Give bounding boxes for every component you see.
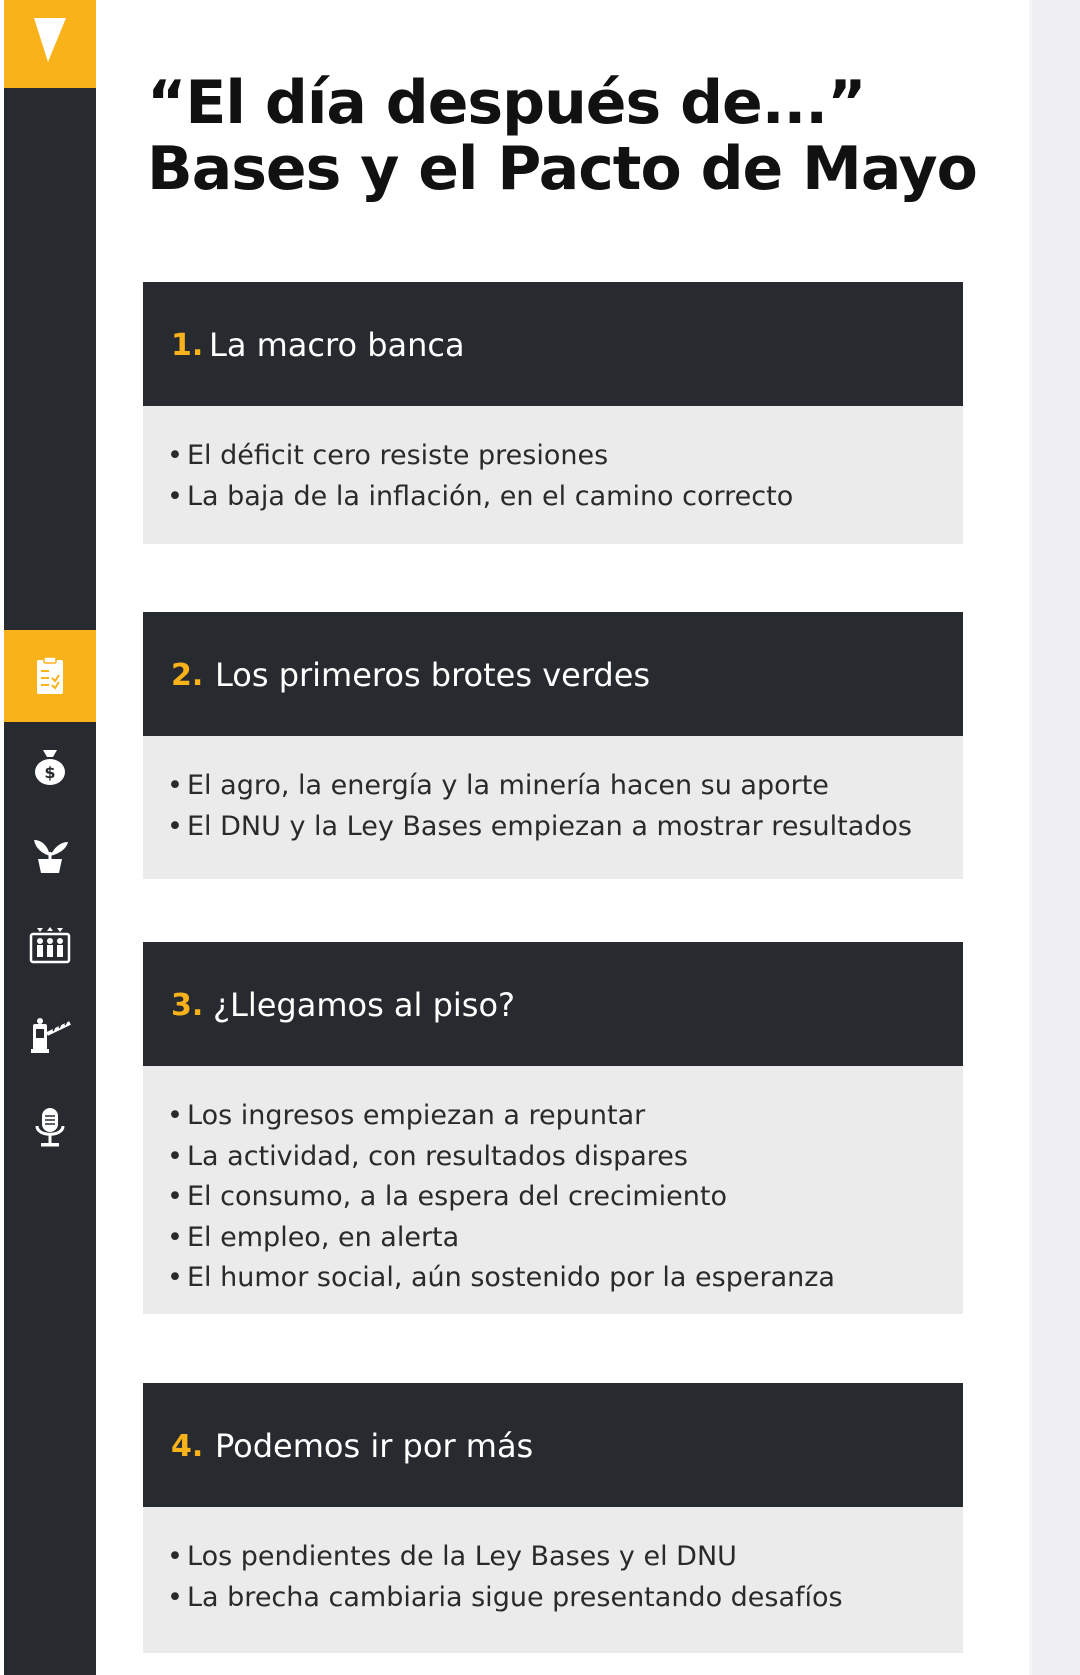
barrier-gate-icon <box>28 1012 72 1056</box>
clipboard-checklist-icon <box>28 654 72 698</box>
microphone-icon <box>28 1106 72 1150</box>
list-item: • El DNU y la Ley Bases empiezan a mostrar resultados <box>167 810 912 842</box>
section-3 <box>143 942 963 1314</box>
section-number: 4. <box>171 1429 204 1464</box>
list-item: • La brecha cambiaria sigue presentando desafíos <box>167 1581 843 1613</box>
list-item: • El consumo, a la espera del crecimiento <box>167 1181 727 1212</box>
sidebar <box>4 0 96 1675</box>
section-4 <box>143 1383 963 1653</box>
list-item: • El humor social, aún sostenido por la esperanza <box>167 1262 835 1293</box>
section-body <box>143 736 963 879</box>
section-heading: ¿Llegamos al piso? <box>213 986 516 1024</box>
sidebar-item-plant[interactable] <box>28 832 72 876</box>
section-number: 3. <box>171 988 204 1023</box>
sidebar-item-money[interactable] <box>28 744 72 788</box>
section-2 <box>143 612 963 879</box>
section-heading: Los primeros brotes verdes <box>215 656 651 694</box>
section-heading: La macro banca <box>209 326 465 364</box>
people-group-icon <box>28 922 72 966</box>
logo-arrow-icon <box>32 16 68 64</box>
section-1 <box>143 282 963 544</box>
plant-sprout-icon <box>28 832 72 876</box>
list-item: • El agro, la energía y la minería hacen su aporte <box>167 770 829 801</box>
section-header <box>143 942 963 1066</box>
list-item: • Los pendientes de la Ley Bases y el DNU <box>167 1541 737 1572</box>
list-item: • La actividad, con resultados dispares <box>167 1140 688 1172</box>
list-item: • El déficit cero resiste presiones <box>167 440 609 471</box>
page-title-line-2: Bases y el Pacto de Mayo <box>147 134 977 204</box>
section-header <box>143 612 963 736</box>
sidebar-item-barrier[interactable] <box>28 1012 72 1056</box>
section-body <box>143 1507 963 1653</box>
list-item: • El empleo, en alerta <box>167 1221 460 1253</box>
section-body <box>143 1066 963 1314</box>
svg-text:$: $ <box>44 763 56 782</box>
sidebar-item-microphone[interactable] <box>28 1106 72 1150</box>
sidebar-item-people[interactable] <box>28 922 72 966</box>
section-heading: Podemos ir por más <box>215 1427 534 1465</box>
list-item: • Los ingresos empiezan a repuntar <box>167 1100 646 1131</box>
sidebar-item-clipboard[interactable] <box>28 654 72 698</box>
section-number: 1. <box>171 328 204 363</box>
money-bag-icon <box>28 744 72 788</box>
section-number: 2. <box>171 658 204 693</box>
page-title-line-1: “El día después de...” <box>147 68 866 138</box>
page-title <box>147 70 1007 202</box>
section-header <box>143 1383 963 1507</box>
right-margin <box>1032 0 1080 1675</box>
section-body <box>143 406 963 544</box>
list-item: • La baja de la inflación, en el camino correcto <box>167 480 794 512</box>
logo[interactable] <box>4 0 96 88</box>
section-header <box>143 282 963 406</box>
